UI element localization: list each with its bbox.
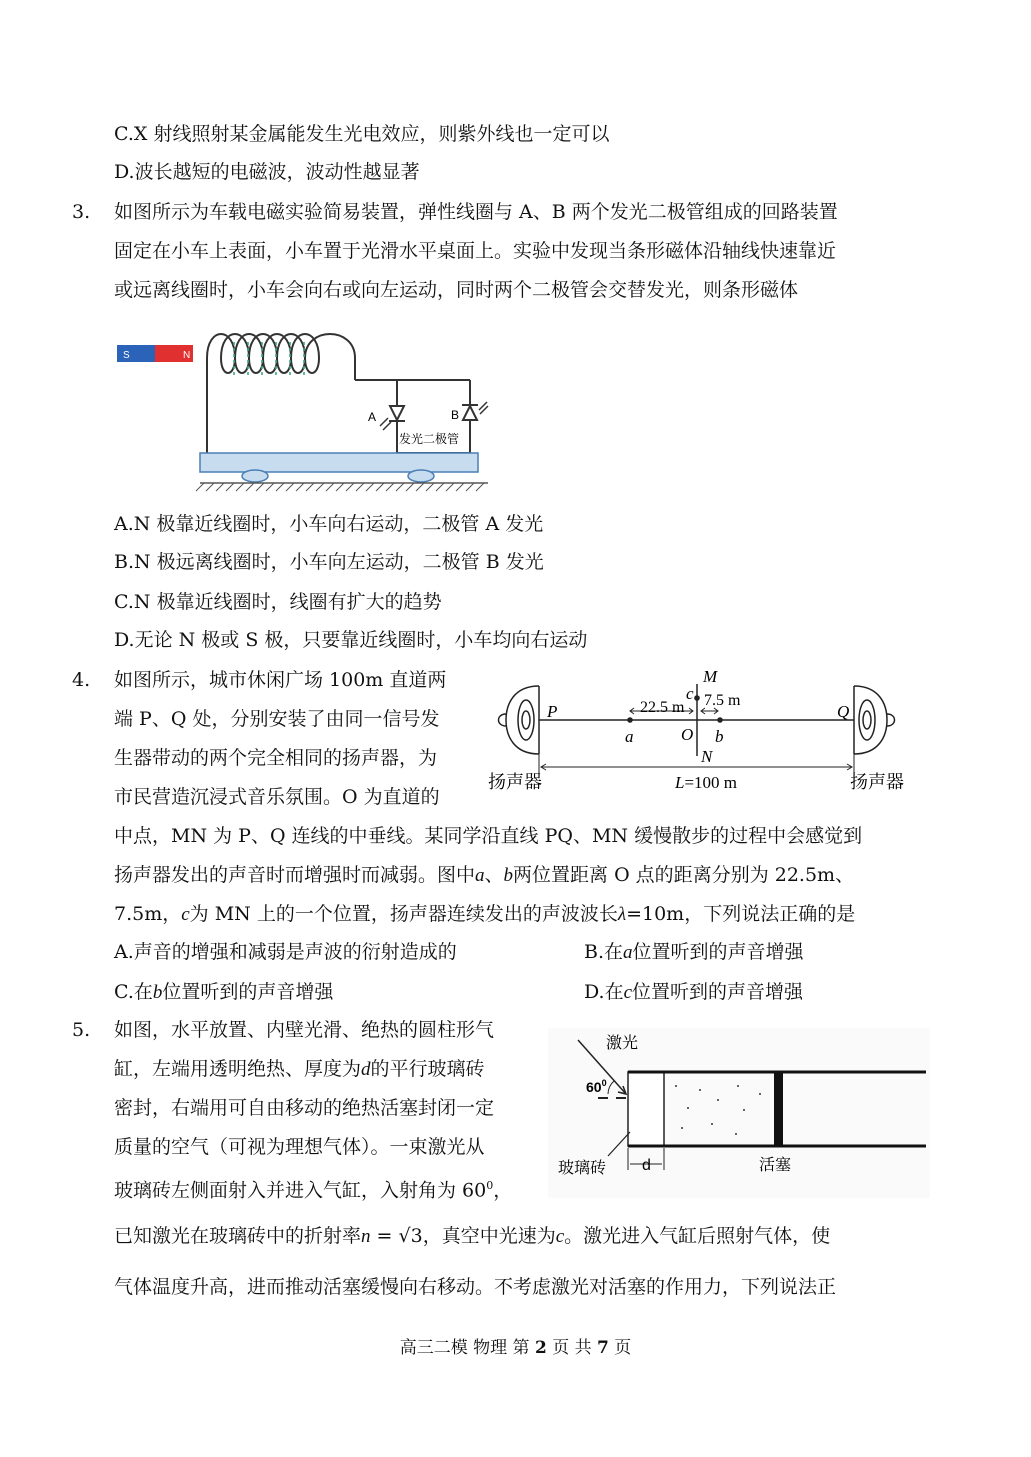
glass-brick [628, 1072, 664, 1146]
speaker-left-label: 扬声器 [488, 772, 542, 792]
q5-line-5: 玻璃砖左侧面射入并进入气缸，入射角为 $60^0$， [114, 1179, 513, 1202]
q3-line-2: 固定在小车上表面，小车置于光滑水平桌面上。实验中发现当条形磁体沿轴线快速靠近 [114, 240, 837, 262]
glass-label: 玻璃砖 [558, 1160, 607, 1177]
label-length: L=100 m [675, 773, 738, 792]
q5-line-6: 已知激光在玻璃砖中的折射率n = √3，真空中光速为c。激光进入气缸后照射气体，使 [114, 1225, 831, 1247]
ground-surface [196, 483, 488, 491]
diode-a-label: A [368, 410, 377, 424]
piston [774, 1072, 783, 1146]
magnet-s-label: S [123, 350, 130, 361]
question-number-5: 5. [72, 1019, 91, 1041]
q2-option-c: C.X 射线照射某金属能发生光电效应，则紫外线也一定可以 [114, 123, 610, 145]
q4-line-4: 市民营造沉浸式音乐氛围。O 为直道的 [114, 786, 440, 808]
q5-line-3: 密封，右端用可自由移动的绝热活塞封闭一定 [114, 1097, 495, 1119]
laser-label: 激光 [606, 1035, 639, 1052]
q3-option-b: B.N 极远离线圈时，小车向左运动，二极管 B 发光 [114, 551, 544, 573]
q3-figure-coil-cart [110, 318, 500, 498]
q3-line-3: 或远离线圈时，小车会向右或向左运动，同时两个二极管会交替发光，则条形磁体 [114, 279, 799, 301]
label-m: M [703, 667, 718, 686]
diode-caption: 发光二极管 [399, 432, 460, 446]
label-o: O [681, 725, 694, 744]
q4-line-7: 7.5m，c为 MN 上的一个位置，扬声器连续发出的声波波长λ=10m，下列说法正确的是 [114, 903, 856, 925]
speaker-left [499, 686, 540, 754]
var-a: a [475, 865, 485, 886]
q4-line-5: 中点，MN 为 P、Q 连线的中垂线。某同学沿直线 PQ、MN 缓慢散步的过程中会感觉到 [114, 825, 863, 847]
label-dist-b: 7.5 m [704, 692, 741, 709]
q5-line-2: 缸，左端用透明绝热、厚度为d的平行玻璃砖 [114, 1058, 485, 1080]
magnet-n-label: N [183, 350, 191, 361]
label-a: a [625, 727, 634, 746]
label-c: c [686, 684, 694, 703]
cart-body [200, 453, 478, 472]
q3-option-c: C.N 极靠近线圈时，线圈有扩大的趋势 [114, 591, 442, 613]
label-p: P [547, 702, 558, 721]
q4-figure-speakers [486, 664, 916, 802]
cart-wheel-right [408, 470, 434, 482]
q3-option-d: D.无论 N 极或 S 极，只要靠近线圈时，小车均向右运动 [114, 629, 588, 651]
var-c: c [181, 904, 190, 925]
point-b [717, 717, 723, 723]
label-q: Q [837, 702, 850, 721]
var-b: b [503, 865, 514, 886]
label-dist-a: 22.5 m [640, 699, 685, 716]
label-n: N [701, 747, 713, 766]
q4-option-d: D.在c位置听到的声音增强 [584, 981, 804, 1003]
q3-option-a: A.N 极靠近线圈时，小车向右运动，二极管 A 发光 [114, 513, 544, 535]
q4-line-6: 扬声器发出的声音时而增强时而减弱。图中a、b两位置距离 O 点的距离分别为 22.5m、 [114, 864, 855, 886]
q5-line-1: 如图，水平放置、内壁光滑、绝热的圆柱形气 [114, 1019, 495, 1041]
q4-line-2: 端 P、Q 处，分别安装了由同一信号发 [114, 708, 440, 730]
q5-line-7: 气体温度升高，进而推动活塞缓慢向右移动。不考虑激光对活塞的作用力，下列说法正 [114, 1276, 837, 1298]
length-dimension [539, 754, 854, 774]
q5-line-4: 质量的空气（可视为理想气体）。一束激光从 [114, 1136, 485, 1158]
q3-line-1: 如图所示为车载电磁实验简易装置，弹性线圈与 A、B 两个发光二极管组成的回路装置 [114, 201, 838, 223]
diode-b [451, 402, 488, 422]
thickness-label: d [642, 1157, 651, 1174]
q4-option-c: C.在b位置听到的声音增强 [114, 981, 334, 1003]
q2-option-d: D.波长越短的电磁波，波动性越显著 [114, 161, 420, 183]
cart-wheel-left [242, 470, 268, 482]
piston-label: 活塞 [759, 1157, 792, 1174]
q5-figure-cylinder [548, 1028, 930, 1198]
q4-line-1: 如图所示，城市休闲广场 100m 直道两 [114, 669, 447, 691]
diode-a [368, 406, 405, 430]
speaker-right [854, 686, 895, 754]
diode-b-label: B [451, 408, 460, 422]
q4-option-a: A.声音的增强和减弱是声波的衍射造成的 [114, 941, 457, 963]
var-lambda: λ [617, 904, 627, 925]
page-footer: 高三二模 物理 第 2 页 共 7 页 [399, 1338, 632, 1358]
q4-line-3: 生器带动的两个完全相同的扬声器，为 [114, 747, 438, 769]
elastic-coil [207, 334, 355, 380]
bar-magnet [117, 345, 193, 362]
point-c [694, 695, 700, 701]
point-a [627, 717, 633, 723]
speaker-right-label: 扬声器 [850, 772, 904, 792]
angle-label: $60^0$ [586, 1078, 607, 1095]
question-number-4: 4. [72, 669, 91, 691]
q4-option-b: B.在a位置听到的声音增强 [584, 941, 804, 963]
label-b: b [715, 727, 724, 746]
question-number-3: 3. [72, 201, 91, 223]
